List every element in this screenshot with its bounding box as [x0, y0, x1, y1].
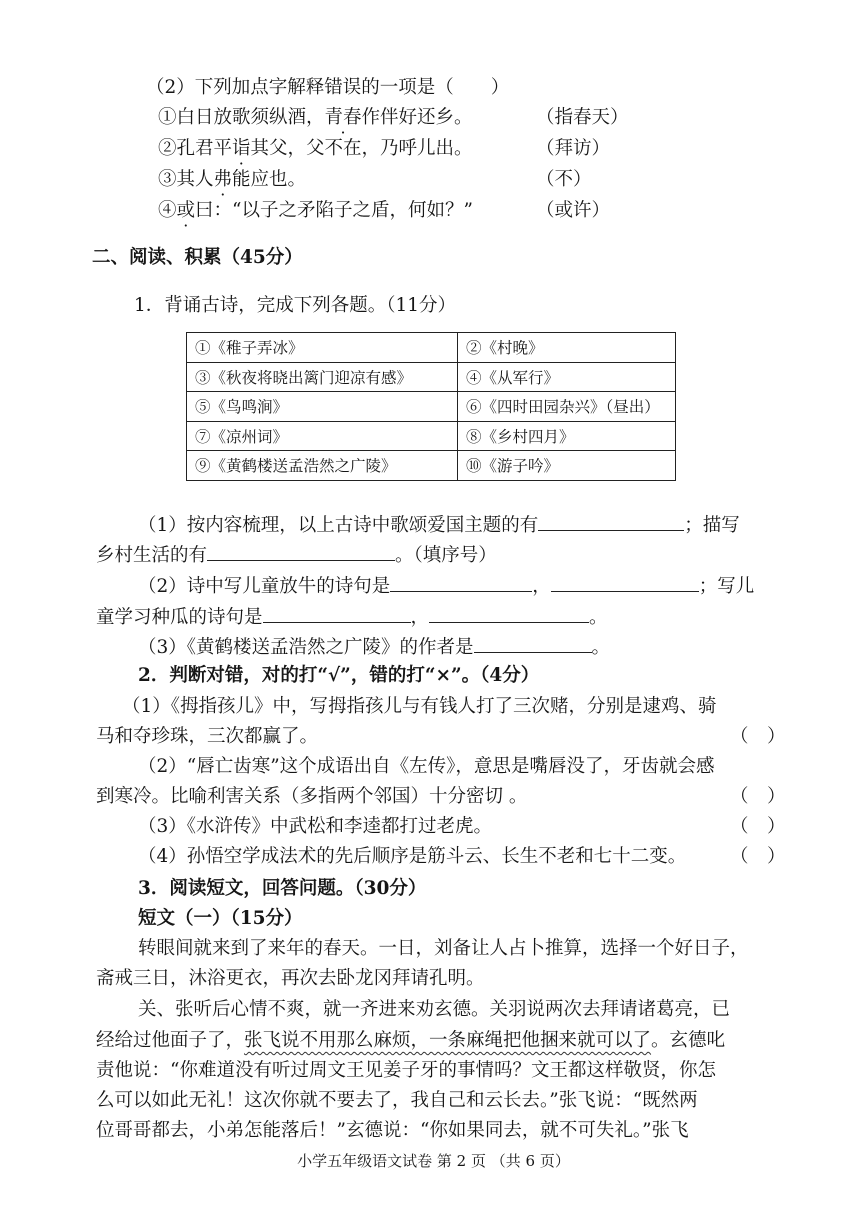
passage-line: 责他说：“你难道没有听过周文王见姜子牙的事情吗？文王都这样敬贤，你怎	[96, 1060, 716, 1081]
poem-sub1-line1	[138, 512, 740, 538]
answer-paren[interactable]: （ ）	[730, 816, 786, 837]
dotted-word: 或	[176, 200, 196, 221]
prompt-text: ，	[410, 607, 430, 628]
option-text: 曰：“以子之矛陷子之盾，何如？”	[195, 200, 473, 221]
option-text: 作伴好还乡。	[361, 107, 473, 128]
q2-option-2	[158, 137, 473, 161]
page-footer: 小学五年级语文试卷 第 2 页 （共 6 页）	[297, 1152, 570, 1170]
prompt-text: （2）诗中写儿童放牛的诗句是	[138, 576, 391, 597]
answer-paren[interactable]: （ ）	[730, 846, 786, 867]
judge-item-2-line1: （2）“唇亡齿寒”这个成语出自《左传》，意思是嘴唇没了，牙齿就会感	[138, 756, 715, 777]
answer-blank[interactable]	[390, 573, 532, 592]
q2-option-3-note: （不）	[536, 169, 592, 190]
dotted-word: 青春	[324, 107, 362, 128]
answer-paren[interactable]: （ ）	[730, 786, 786, 807]
prompt-text: ，	[532, 576, 551, 597]
answer-blank[interactable]	[474, 634, 592, 653]
prompt-text: 童学习种瓜的诗句是	[96, 607, 263, 628]
passage-text: 。玄德叱	[651, 1030, 726, 1051]
q2-option-4	[158, 199, 473, 223]
judge-item-1-line1: （1）《拇指孩儿》中，写拇指孩儿与有钱人打了三次赌，分别是逮鸡、骑	[122, 696, 717, 717]
table-cell: ⑥《四时田园杂兴》（昼出）	[458, 392, 676, 422]
prompt-text: 。（填序号）	[395, 545, 497, 566]
passage-line: 么可以如此无礼！这次你就不要去了，我自己和云长去。”张飞说：“既然两	[96, 1090, 698, 1111]
poem-table	[186, 332, 676, 481]
prompt-text: （3）《黄鹤楼送孟浩然之广陵》的作者是	[138, 637, 474, 658]
answer-blank[interactable]	[207, 542, 395, 561]
poem-question-title: 1．背诵古诗，完成下列各题。（11分）	[134, 295, 457, 316]
prompt-text: 。	[591, 637, 611, 658]
judge-item-2-line2: 到寒冷。比喻利害关系（多指两个邻国）十分密切 。	[96, 786, 528, 807]
q2-option-1-note: （指春天）	[536, 107, 629, 128]
dotted-word: 诣	[232, 138, 251, 159]
judge-item-1-line2: 马和夺珍珠，三次都赢了。	[96, 726, 319, 747]
passage-line: 转眼间就来到了来年的春天。一日，刘备让人占卜推算，选择一个好日子，	[138, 938, 749, 959]
q2-option-3	[158, 168, 306, 192]
table-cell: ⑨《黄鹤楼送孟浩然之广陵》	[187, 451, 458, 481]
option-text: ②孔君平	[158, 138, 233, 159]
prompt-text: ；描写	[684, 515, 740, 536]
q2-option-2-note: （拜访）	[536, 138, 611, 159]
judge-item-3: （3）《水浒传》中武松和李逵都打过老虎。	[138, 816, 493, 837]
table-row	[187, 392, 676, 422]
option-text: ④	[158, 200, 177, 221]
answer-blank[interactable]	[429, 604, 589, 623]
table-cell: ③《秋夜将晓出篱门迎凉有感》	[187, 362, 458, 392]
answer-blank[interactable]	[538, 512, 684, 531]
table-cell: ⑦《凉州词》	[187, 421, 458, 451]
answer-blank[interactable]	[263, 604, 411, 623]
option-text: 其父，父不在，乃呼儿出。	[250, 138, 473, 159]
table-row	[187, 451, 676, 481]
passage-text: 经给过他面子了，	[96, 1030, 245, 1051]
answer-paren[interactable]: （ ）	[730, 726, 786, 747]
table-cell: ⑧《乡村四月》	[458, 421, 676, 451]
option-text: ①白日放歌须纵酒，	[158, 107, 325, 128]
passage-line: 斋戒三日，沐浴更衣，再次去卧龙冈拜请孔明。	[96, 968, 485, 989]
prompt-text: 。	[589, 607, 608, 628]
prompt-text: （1）按内容梳理，以上古诗中歌颂爱国主题的有	[138, 515, 539, 536]
reading-question-title: 3．阅读短文，回答问题。（30分）	[138, 878, 427, 899]
option-text: ③其人	[158, 169, 214, 190]
judge-question-title: 2．判断对错，对的打“√”，错的打“×”。（4分）	[138, 665, 540, 686]
prompt-text: ；写儿	[698, 576, 755, 597]
poem-sub2-line1	[138, 573, 754, 599]
prompt-text: 乡村生活的有	[96, 545, 208, 566]
option-text: 能应也。	[232, 169, 307, 190]
table-cell: ⑩《游子吟》	[458, 451, 676, 481]
passage-title: 短文（一）（15分）	[138, 908, 303, 929]
q2-stem: （2）下列加点字解释错误的一项是（ ）	[146, 77, 510, 98]
table-row	[187, 362, 676, 392]
table-cell: ⑤《鸟鸣涧》	[187, 392, 458, 422]
table-cell: ④《从军行》	[458, 362, 676, 392]
poem-sub3	[138, 634, 610, 660]
poem-sub1-line2	[96, 542, 497, 568]
q2-option-4-note: （或许）	[536, 200, 611, 221]
table-cell: ②《村晚》	[458, 333, 676, 363]
table-cell: ①《稚子弄冰》	[187, 333, 458, 363]
passage-line: 关、张听后心情不爽，就一齐进来劝玄德。关羽说两次去拜请诸葛亮，已	[138, 999, 731, 1020]
answer-blank[interactable]	[551, 573, 699, 592]
passage-line: 位哥哥都去，小弟怎能落后！”玄德说：“你如果同去，就不可失礼。”张飞	[96, 1120, 689, 1141]
q2-option-1	[158, 106, 473, 130]
dotted-word: 弗	[213, 169, 233, 190]
table-row	[187, 421, 676, 451]
judge-item-4: （4）孙悟空学成法术的先后顺序是筋斗云、长生不老和七十二变。	[138, 846, 687, 867]
poem-sub2-line2	[96, 604, 608, 630]
passage-line	[96, 1029, 725, 1053]
section-title: 二、阅读、积累（45分）	[92, 247, 303, 268]
table-row	[187, 333, 676, 363]
wavy-underlined-sentence: 张飞说不用那么麻烦，一条麻绳把他捆来就可以了	[244, 1030, 652, 1051]
